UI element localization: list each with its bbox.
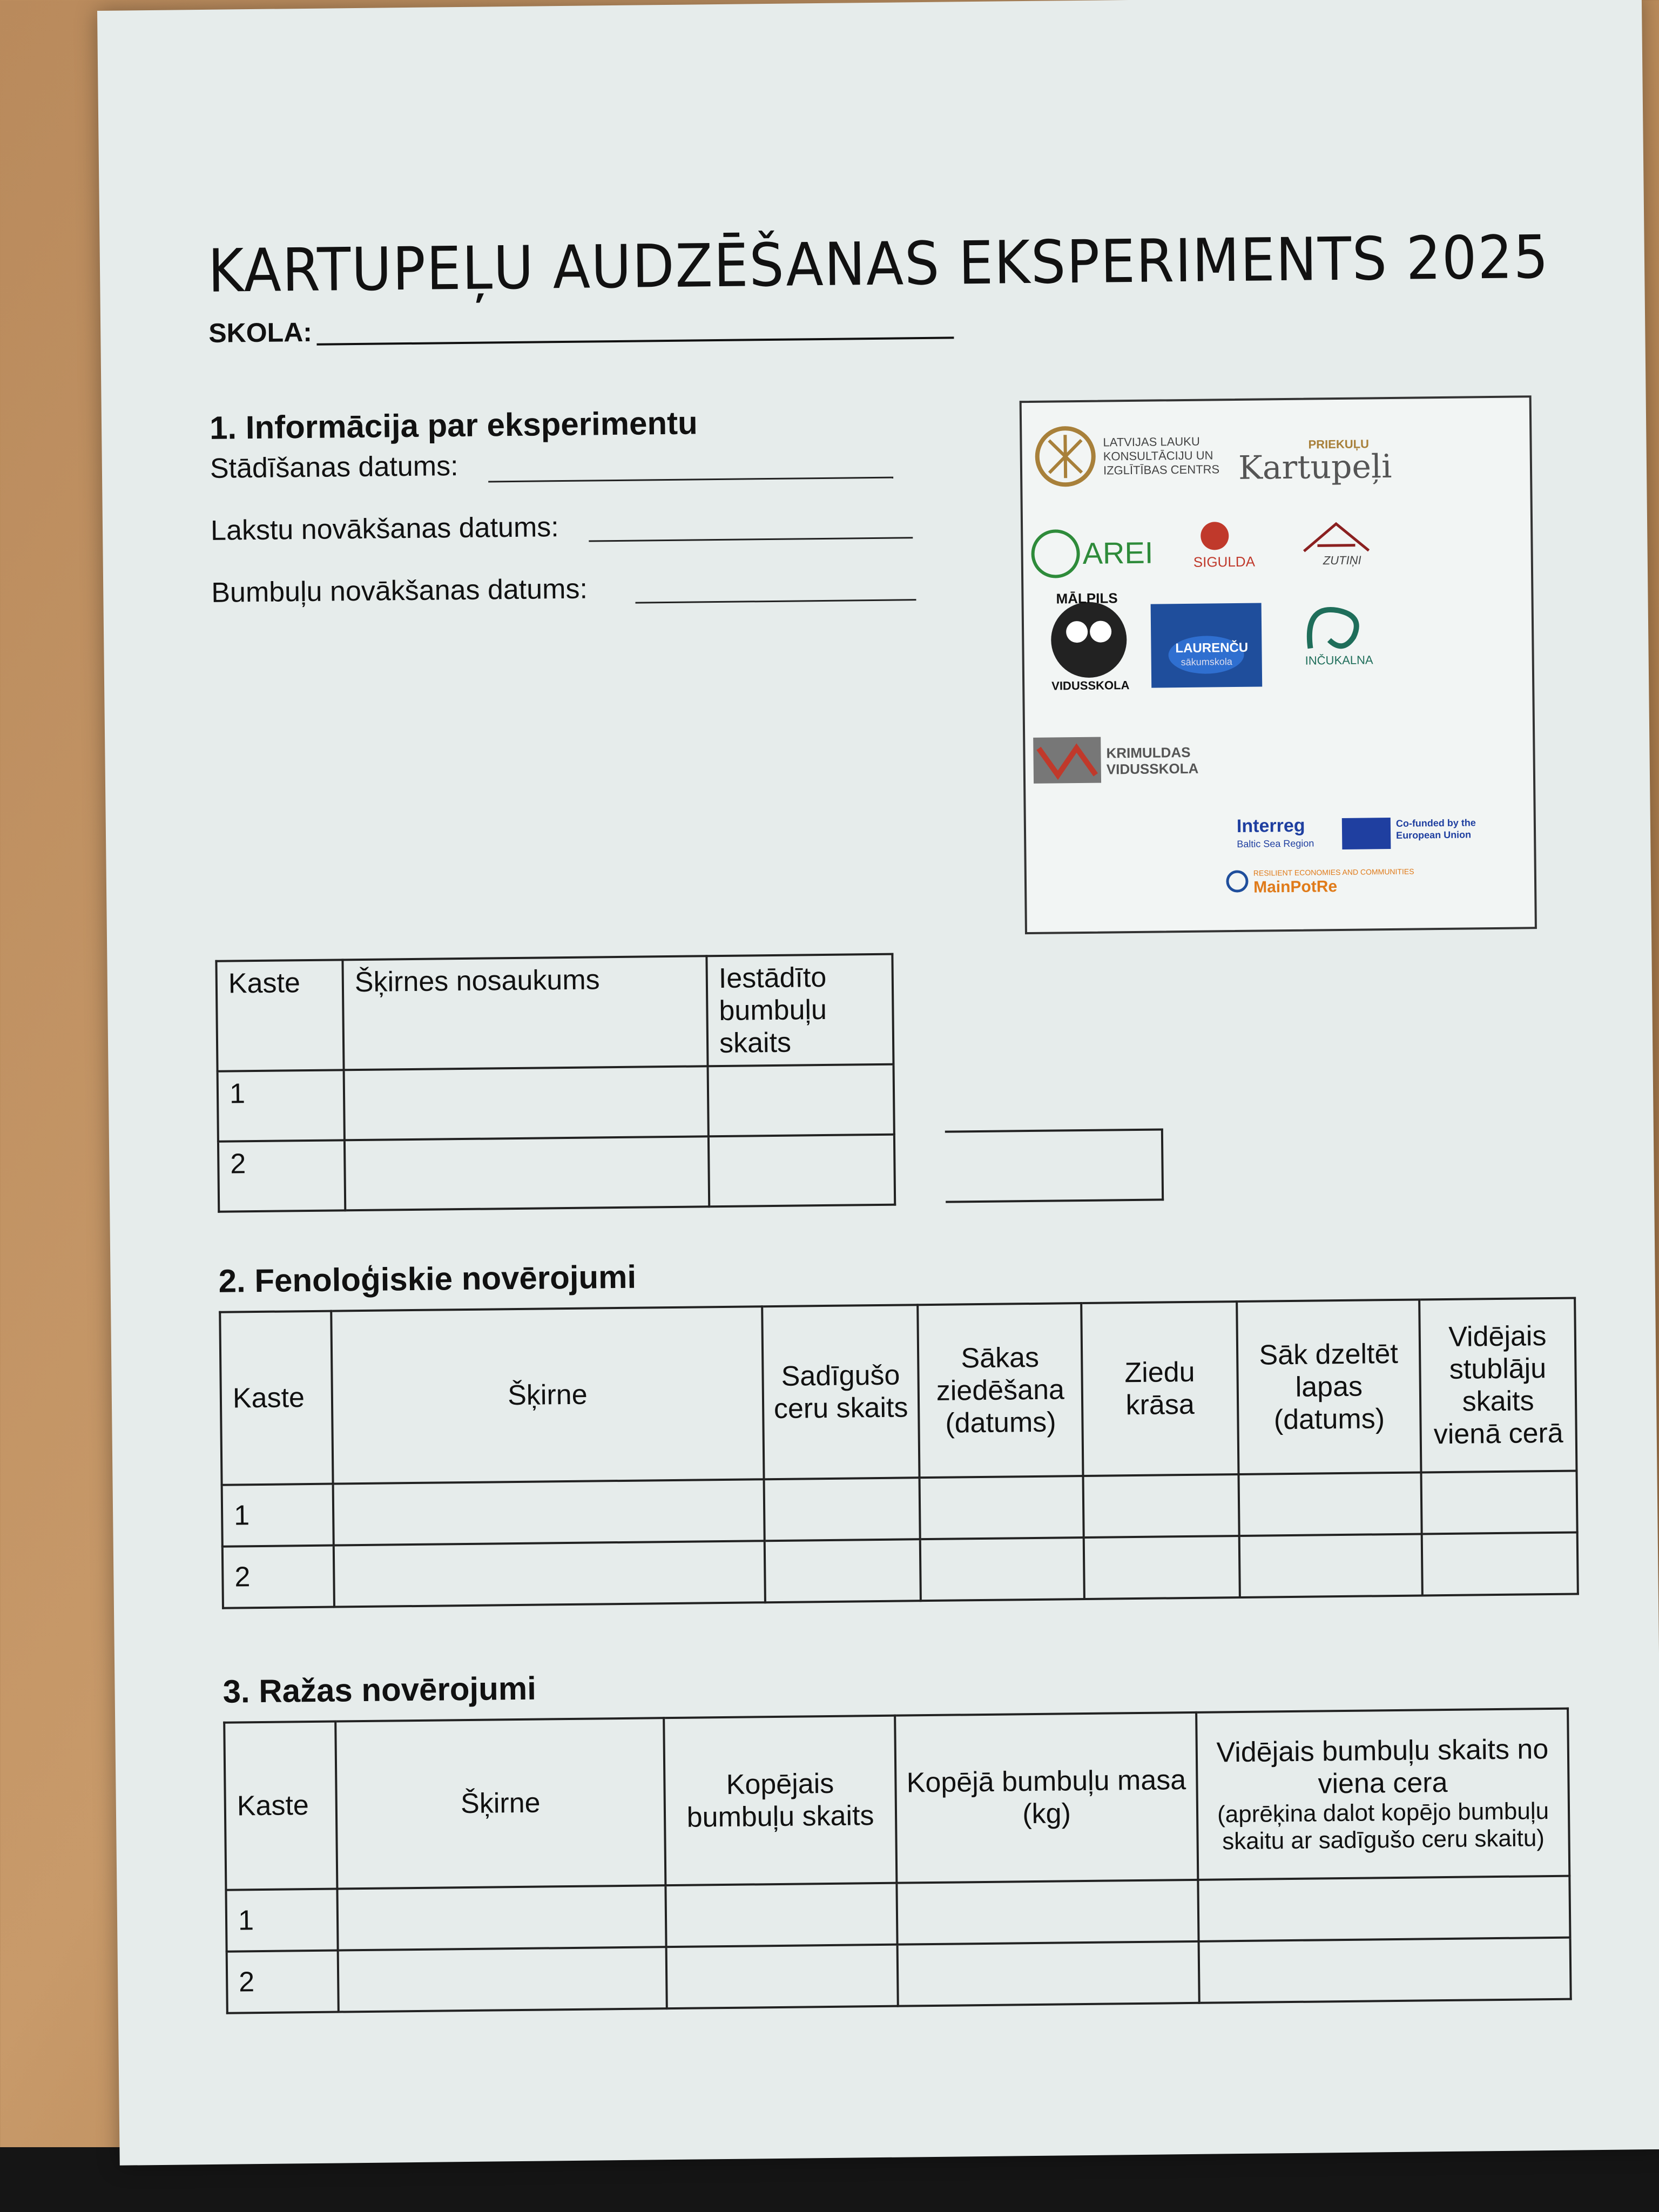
haulm-date-label: Lakstu novākšanas datums: xyxy=(210,511,559,547)
header-flowering-start: Sākas ziedēšana (datums) xyxy=(918,1303,1083,1478)
school-input-line[interactable] xyxy=(316,336,954,345)
table-cell[interactable] xyxy=(344,1066,709,1140)
phenology-table xyxy=(219,1297,1579,1609)
harvest-table xyxy=(223,1708,1572,2014)
priekulu-main-text: Kartupeļi xyxy=(1238,447,1392,487)
row-number: 2 xyxy=(227,1951,339,2013)
header-sprouted-count: Sadīgušo ceru skaits xyxy=(762,1305,919,1479)
header-avg-tubers-main: Vidējais bumbuļu skaits no viena cera xyxy=(1216,1734,1549,1800)
haulm-date-line[interactable] xyxy=(589,537,913,542)
sigulda-text: SIGULDA xyxy=(1193,553,1256,570)
table-cell[interactable] xyxy=(1083,1474,1239,1537)
header-variety: Šķirne xyxy=(335,1718,665,1889)
header-avg-tubers xyxy=(1196,1709,1569,1880)
table-cell[interactable] xyxy=(1084,1536,1240,1599)
tuber-date-label: Bumbuļu novākšanas datums: xyxy=(211,573,588,609)
llkc-logo-mark xyxy=(1049,435,1082,478)
priekulu-top-text: PRIEKUĻU xyxy=(1308,437,1370,451)
table-cell[interactable] xyxy=(896,1880,1198,1945)
section2-heading: 2. Fenoloģiskie novērojumi xyxy=(218,1258,637,1299)
planting-date-line[interactable] xyxy=(488,477,893,483)
table-cell[interactable] xyxy=(1422,1532,1578,1595)
worksheet-paper xyxy=(97,0,1659,2166)
page-title: KARTUPEĻU AUDZĒŠANAS EKSPERIMENTS 2025 xyxy=(207,222,1550,306)
table-cell[interactable] xyxy=(337,1885,666,1950)
sigulda-logo-icon xyxy=(1201,522,1229,550)
header-kaste: Kaste xyxy=(220,1311,333,1485)
section1-heading: 1. Informācija par eksperimentu xyxy=(209,404,698,446)
table-cell[interactable] xyxy=(920,1537,1084,1601)
variety-table xyxy=(215,953,896,1213)
eu-flag-icon xyxy=(1342,818,1391,849)
row-number: 1 xyxy=(218,1070,345,1141)
row-number: 1 xyxy=(222,1484,334,1547)
row-number: 2 xyxy=(222,1546,334,1608)
zutini-text: ZUTIŅI xyxy=(1323,553,1361,568)
table-cell[interactable] xyxy=(709,1135,895,1207)
table-cell[interactable] xyxy=(1199,1938,1571,2003)
mainpotre-sub-text: RESILIENT ECONOMIES AND COMMUNITIES xyxy=(1253,867,1414,878)
arei-logo-icon xyxy=(1033,531,1078,577)
table-cell[interactable] xyxy=(334,1541,765,1607)
section3-heading: 3. Ražas novērojumi xyxy=(222,1670,537,1710)
table-cell[interactable] xyxy=(1421,1471,1577,1534)
eu-text: Co-funded by the European Union xyxy=(1395,817,1476,841)
mainpotre-logo-icon xyxy=(1228,872,1247,891)
laurencu-text: LAURENČU xyxy=(1175,640,1249,656)
table-cell[interactable] xyxy=(708,1064,894,1137)
planting-date-label: Stādīšanas datums: xyxy=(210,450,458,484)
header-avg-stems: Vidējais stublāju skaits vienā cerā xyxy=(1419,1298,1576,1472)
school-label: SKOLA: xyxy=(208,316,313,348)
table-cell[interactable] xyxy=(920,1476,1084,1539)
header-flower-color: Ziedu krāsa xyxy=(1081,1301,1238,1476)
table-cell[interactable] xyxy=(765,1539,921,1602)
malpils-owl-icon xyxy=(1051,602,1127,678)
tuber-date-line[interactable] xyxy=(636,599,916,603)
header-avg-tubers-note: (aprēķina dalot kopējo bumbuļu skaitu ar sadīgušo ceru skaitu) xyxy=(1217,1798,1549,1855)
zutini-logo-icon xyxy=(1304,523,1369,551)
krimuldas-text: KRIMULDAS VIDUSSKOLA xyxy=(1106,744,1199,778)
table-cell[interactable] xyxy=(338,1947,667,2012)
table-cell[interactable] xyxy=(1239,1534,1422,1597)
llkc-text: LATVIJAS LAUKU KONSULTĀCIJU UN IZGLĪTĪBAS CENTRS xyxy=(1103,434,1220,477)
header-planted-count: Iestādīto bumbuļu skaits xyxy=(706,954,893,1067)
table-cell[interactable] xyxy=(898,1941,1199,2006)
sponsor-logos-panel xyxy=(1020,395,1537,934)
table-cell[interactable] xyxy=(764,1478,920,1541)
table-extra-cell[interactable] xyxy=(945,1128,1164,1203)
header-kaste: Kaste xyxy=(224,1722,337,1890)
header-total-mass: Kopējā bumbuļu masa (kg) xyxy=(895,1712,1198,1883)
incukalna-text: INČUKALNA xyxy=(1305,653,1373,667)
malpils-bottom-text: VIDUSSKOLA xyxy=(1051,678,1130,693)
malpils-top-text: MĀLPILS xyxy=(1056,590,1118,607)
table-cell[interactable] xyxy=(345,1136,709,1210)
mainpotre-text: MainPotRe xyxy=(1253,878,1338,896)
interreg-text: Interreg xyxy=(1236,815,1305,837)
header-total-tubers: Kopējais bumbuļu skaits xyxy=(664,1716,896,1885)
header-variety-name: Šķirnes nosaukums xyxy=(342,956,707,1070)
table-cell[interactable] xyxy=(333,1479,765,1545)
header-variety: Šķirne xyxy=(331,1306,764,1483)
table-cell[interactable] xyxy=(1238,1472,1421,1536)
table-cell[interactable] xyxy=(1198,1876,1570,1941)
header-leaves-yellowing: Sāk dzeltēt lapas (datums) xyxy=(1237,1299,1421,1474)
table-cell[interactable] xyxy=(665,1883,897,1947)
interreg-sub-text: Baltic Sea Region xyxy=(1237,838,1314,849)
header-kaste: Kaste xyxy=(216,960,343,1071)
laurencu-sub-text: sākumskola xyxy=(1181,656,1232,668)
row-number: 2 xyxy=(218,1140,345,1211)
row-number: 1 xyxy=(226,1889,338,1952)
incukalna-logo-icon xyxy=(1309,610,1357,649)
arei-text: AREI xyxy=(1082,535,1154,570)
table-cell[interactable] xyxy=(666,1945,898,2008)
